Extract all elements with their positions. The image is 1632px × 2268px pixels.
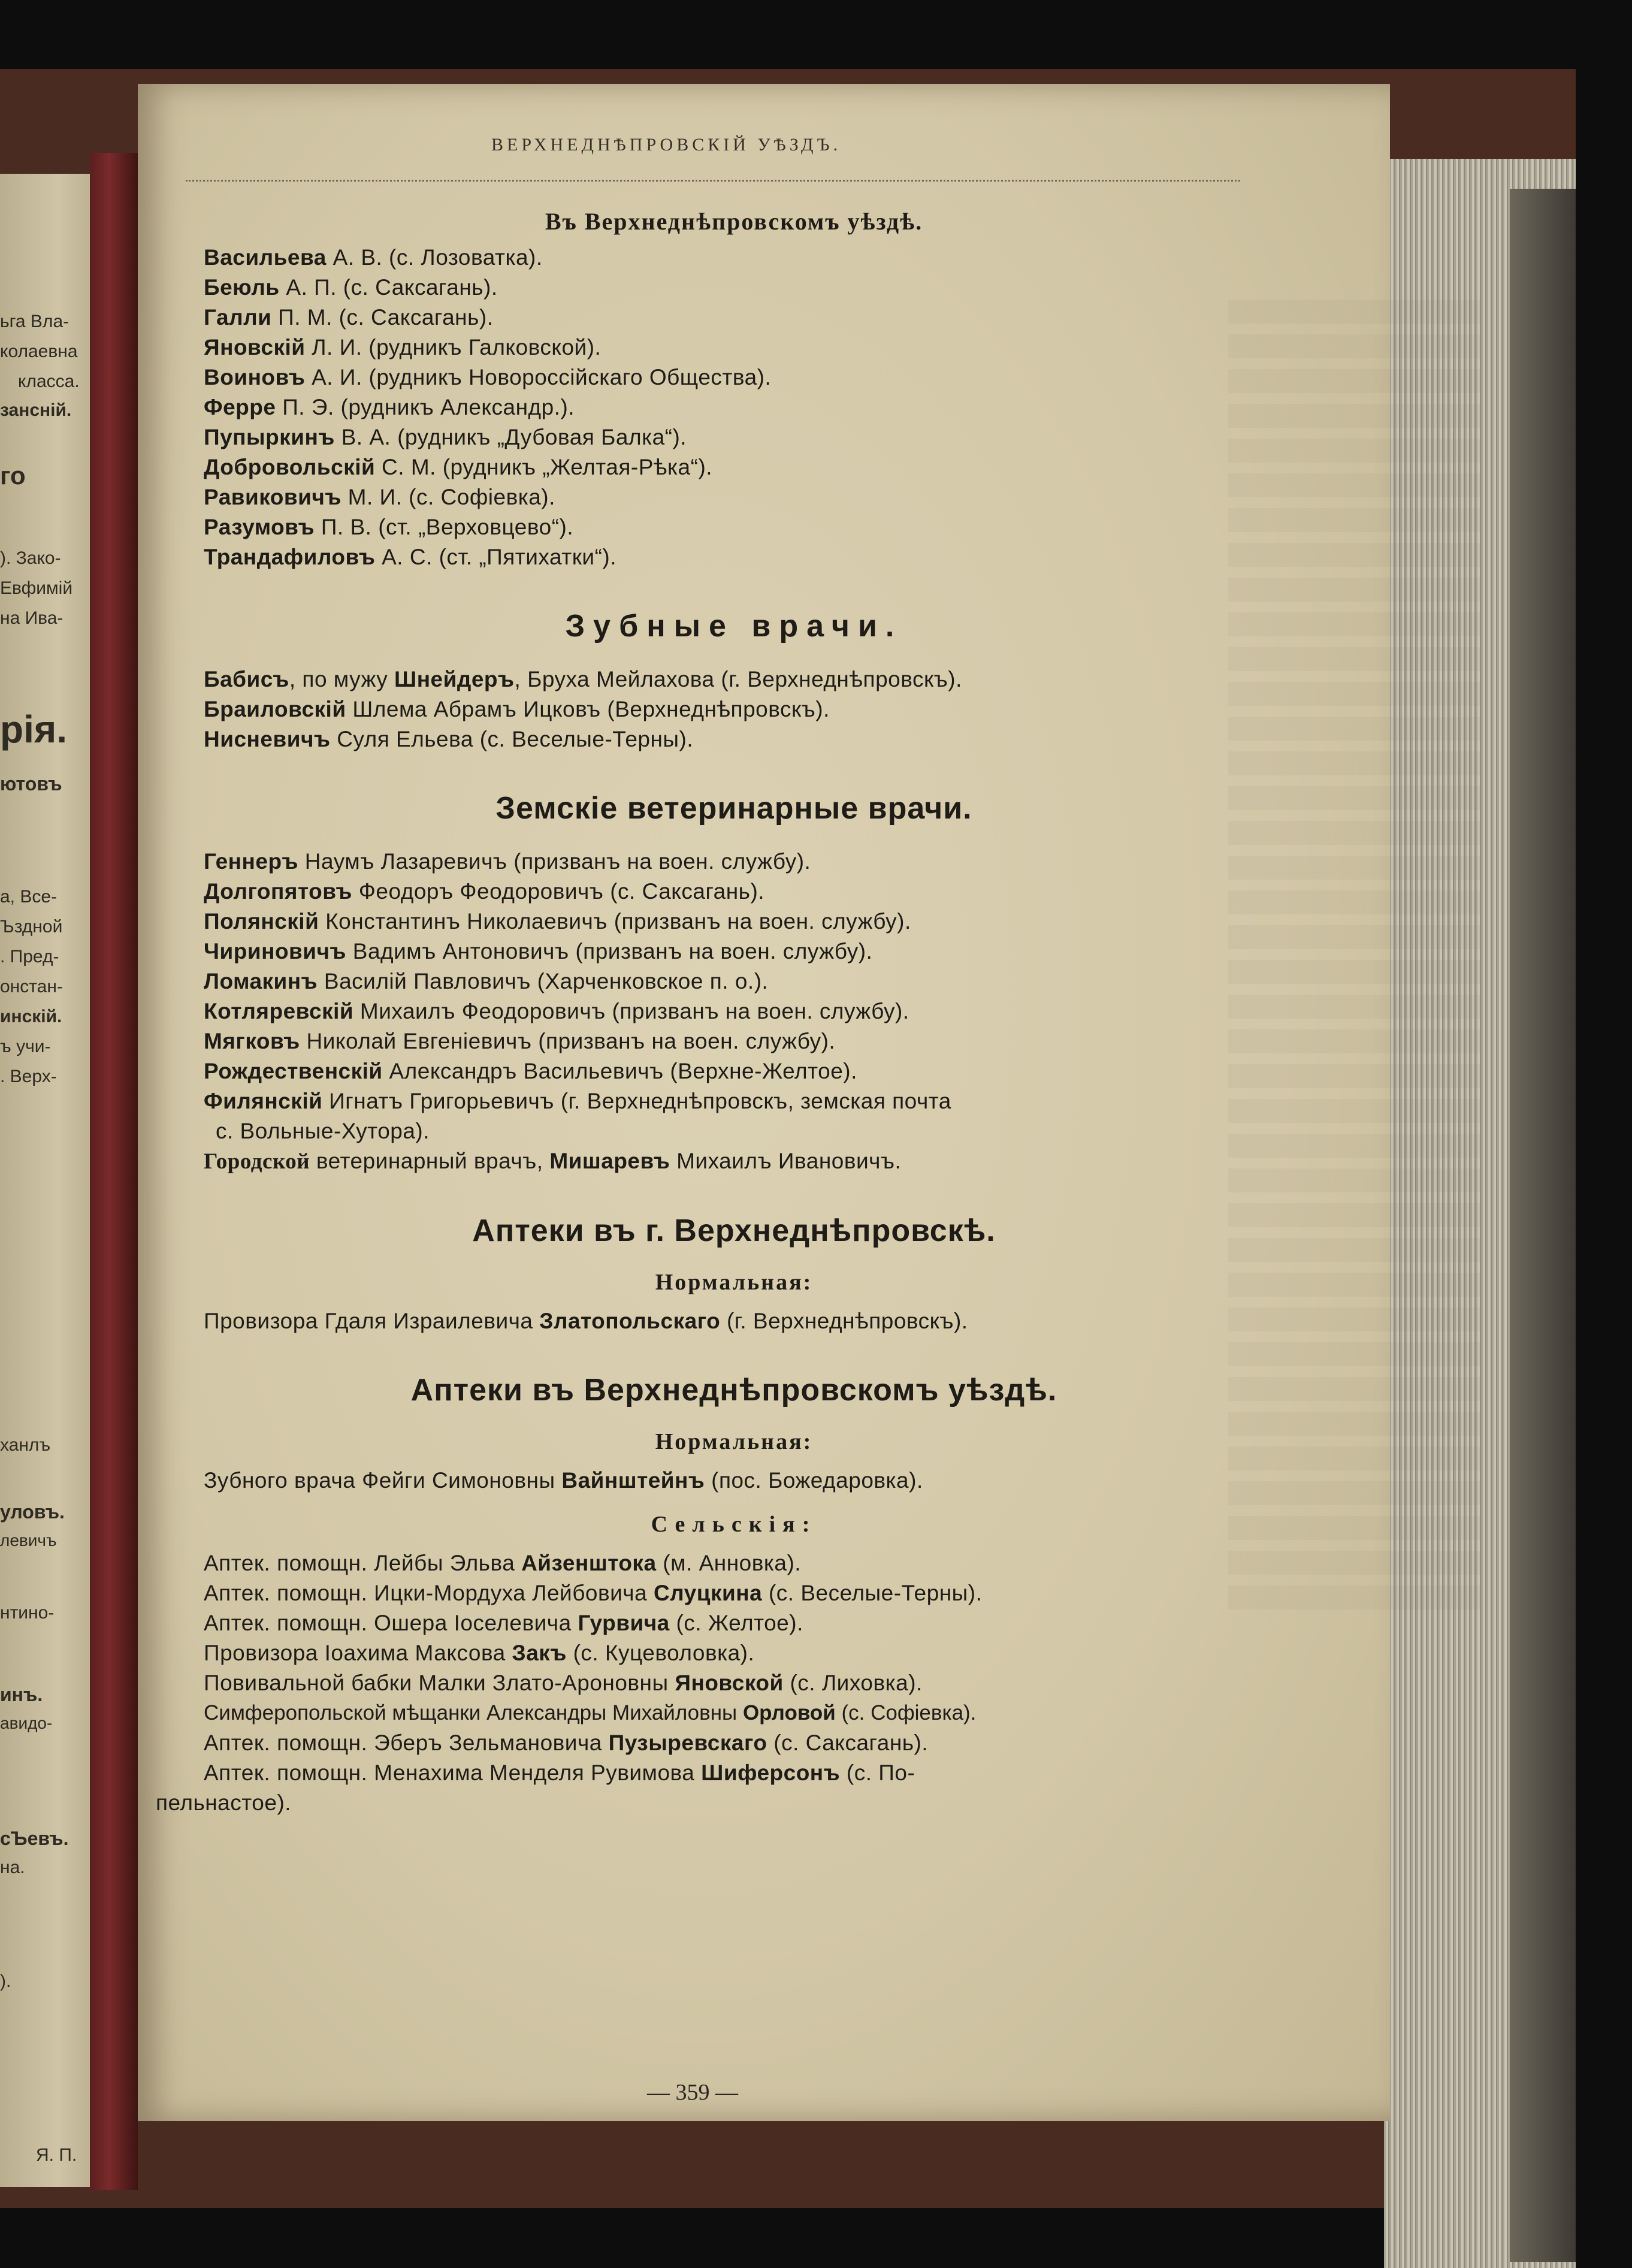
subsection-normal: Нормальная: bbox=[655, 1429, 813, 1454]
left-fragment: . Пред- bbox=[0, 947, 59, 967]
list-item: Бабисъ, по мужу Шнейдеръ, Бруха Мейлахова (г. Верхнеднѣпровскъ). bbox=[204, 667, 962, 691]
left-fragment: на. bbox=[0, 1858, 25, 1877]
section-title-doctors: Въ Верхнеднѣпровскомъ уѣздѣ. bbox=[545, 208, 923, 235]
list-item: Добровольскій С. М. (рудникъ „Желтая-Рѣка“). bbox=[204, 455, 713, 479]
list-item: Трандафиловъ А. С. (ст. „Пятихатки“). bbox=[204, 545, 616, 569]
list-item: Городской ветеринарный врачъ, Мишаревъ Михаилъ Ивановичъ. bbox=[204, 1149, 902, 1174]
left-fragment: колаевна bbox=[0, 342, 78, 361]
section-title-dentists: Зубные врачи. bbox=[565, 609, 903, 644]
list-item: Разумовъ П. В. (ст. „Верховцево“). bbox=[204, 515, 574, 539]
left-fragment: ). bbox=[0, 1971, 11, 1991]
left-fragment: левичъ bbox=[0, 1531, 57, 1550]
list-item: Галли П. М. (с. Саксагань). bbox=[204, 305, 494, 330]
list-item: Котляревскій Михаилъ Феодоровичъ (призванъ на воен. службу). bbox=[204, 999, 909, 1023]
left-fragment: авидо- bbox=[0, 1714, 53, 1732]
list-item: Беюль А. П. (с. Саксагань). bbox=[204, 275, 498, 300]
list-item: Провизора Іоахима Максова Закъ (с. Куцеволовка). bbox=[204, 1641, 755, 1665]
list-item-continuation: с. Вольные-Хутора). bbox=[216, 1119, 430, 1143]
left-fragment: сЪевъ. bbox=[0, 1828, 69, 1849]
left-fragment: рія. bbox=[0, 708, 67, 751]
page-edges-shadow bbox=[1510, 189, 1576, 2262]
section-title-district-pharmacies: Аптеки въ Верхнеднѣпровскомъ уѣздѣ. bbox=[410, 1373, 1057, 1408]
rural-pharmacies-list bbox=[156, 1548, 1264, 1818]
left-fragment: Евфимій bbox=[0, 578, 73, 598]
list-item: Филянскій Игнатъ Григорьевичъ (г. Верхнеднѣпровскъ, земская почта bbox=[204, 1089, 951, 1113]
left-fragment: ъ учи- bbox=[0, 1037, 51, 1056]
list-item: Симферопольской мѣщанки Александры Михайловны Орловой (с. Софіевка). bbox=[204, 1701, 977, 1725]
left-fragment: го bbox=[0, 461, 26, 490]
list-item: Ломакинъ Василій Павловичъ (Харченковское п. о.). bbox=[204, 969, 769, 993]
list-item: Яновскій Л. И. (рудникъ Галковской). bbox=[204, 335, 602, 360]
left-fragment: класса. bbox=[18, 372, 80, 391]
left-fragment: Ъздной bbox=[0, 917, 63, 937]
page-number: — 359 — bbox=[647, 2080, 738, 2105]
list-item: Зубного врача Фейги Симоновны Вайнштейнъ (пос. Божедаровка). bbox=[204, 1468, 923, 1493]
list-item: Аптек. помощн. Ицки-Мордуха Лейбовича Слуцкина (с. Веселые-Терны). bbox=[204, 1581, 983, 1605]
left-fragment: а, Все- bbox=[0, 887, 58, 907]
doctors-list bbox=[204, 243, 1264, 572]
vets-list bbox=[204, 847, 1264, 1177]
left-fragment: зансній. bbox=[0, 400, 72, 420]
list-item: Мягковъ Николай Евгеніевичъ (призванъ на воен. службу). bbox=[204, 1029, 836, 1053]
list-item: Провизора Гдаля Израилевича Златопольскаго (г. Верхнеднѣпровскъ). bbox=[204, 1309, 968, 1333]
list-item: Аптек. помощн. Лейбы Эльва Айзенштока (м. Анновка). bbox=[204, 1551, 802, 1575]
header-rule bbox=[186, 180, 1240, 183]
list-item: Нисневичъ Суля Ельева (с. Веселые-Терны). bbox=[204, 727, 694, 751]
list-item: Пупыркинъ В. А. (рудникъ „Дубовая Балка“). bbox=[204, 425, 687, 449]
list-item: Васильева А. В. (с. Лозоватка). bbox=[204, 245, 543, 270]
running-head: ВЕРХНЕДНѢПРОВСКІЙ УѢЗДЪ. bbox=[491, 135, 842, 155]
list-item: Повивальной бабки Малки Злато-Ароновны Яновской (с. Лиховка). bbox=[204, 1671, 923, 1695]
list-item: Ферре П. Э. (рудникъ Александр.). bbox=[204, 395, 575, 419]
list-item: Долгопятовъ Феодоръ Феодоровичъ (с. Саксагань). bbox=[204, 879, 765, 904]
left-fragment: ютовъ bbox=[0, 773, 62, 795]
left-fragment: уловъ. bbox=[0, 1501, 65, 1523]
subsection-normal: Нормальная: bbox=[655, 1270, 813, 1295]
left-fragment: . Верх- bbox=[0, 1067, 57, 1086]
bleed-through-text bbox=[1228, 300, 1480, 1618]
left-fragment: нтино- bbox=[0, 1603, 55, 1623]
list-item: Равиковичъ М. И. (с. Софіевка). bbox=[204, 485, 555, 509]
list-item: Рождественскій Александръ Васильевичъ (Верхне-Желтое). bbox=[204, 1059, 857, 1083]
subsection-rural: Сельскія: bbox=[651, 1512, 817, 1537]
section-title-vets: Земскіе ветеринарные врачи. bbox=[495, 791, 972, 826]
book-spine bbox=[90, 153, 138, 2190]
list-item-continuation: пельнастое). bbox=[156, 1790, 292, 1815]
section-title-city-pharmacies: Аптеки въ г. Верхнеднѣпровскѣ. bbox=[472, 1213, 996, 1248]
list-item: Аптек. помощн. Ошера Іоселевича Гурвича (с. Желтое). bbox=[204, 1611, 803, 1635]
page-content bbox=[156, 204, 1264, 1818]
dentists-list bbox=[204, 665, 1264, 754]
left-fragment: ханлъ bbox=[0, 1435, 51, 1455]
list-item: Геннеръ Наумъ Лазаревичъ (призванъ на воен. службу). bbox=[204, 849, 811, 874]
left-fragment: инскій. bbox=[0, 1007, 62, 1026]
left-fragment: ). Зако- bbox=[0, 548, 61, 568]
list-item: Аптек. помощн. Эберъ Зельмановича Пузыревскаго (с. Саксагань). bbox=[204, 1731, 929, 1755]
list-item: Браиловскій Шлема Абрамъ Ицковъ (Верхнеднѣпровскъ). bbox=[204, 697, 830, 721]
list-item: Аптек. помощн. Менахима Менделя Рувимова Шиферсонъ (с. По- bbox=[204, 1760, 915, 1785]
left-fragment: онстан- bbox=[0, 977, 63, 996]
list-item: Полянскій Константинъ Николаевичъ (призванъ на воен. службу). bbox=[204, 909, 911, 934]
left-fragment: инъ. bbox=[0, 1684, 43, 1705]
list-item: Чириновичъ Вадимъ Антоновичъ (призванъ на воен. службу). bbox=[204, 939, 873, 964]
list-item: Воиновъ А. И. (рудникъ Новороссійскаго Общества). bbox=[204, 365, 772, 389]
left-fragment: ьга Вла- bbox=[0, 312, 69, 331]
left-fragment: Я. П. bbox=[36, 2145, 77, 2165]
left-fragment: на Ива- bbox=[0, 608, 64, 628]
